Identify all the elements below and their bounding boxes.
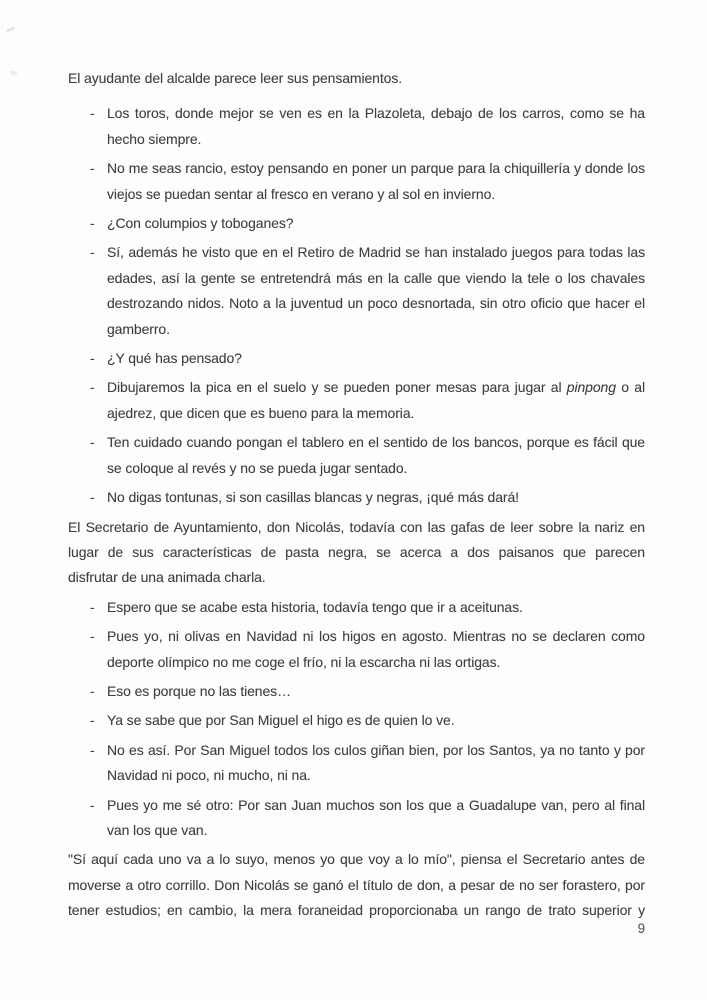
dash-marker: -	[90, 379, 95, 396]
text-line: edades, así la gente se entretendrá más en la calle que viendo la tele o los chavales	[107, 269, 645, 286]
paragraph	[68, 847, 645, 923]
dash-marker: -	[90, 682, 95, 699]
text-line: No me seas rancio, estoy pensando en poner un parque para la chiquillería y donde los	[107, 160, 645, 177]
text-line: viejos se puedan sentar al fresco en verano y al sol en invierno.	[107, 185, 496, 202]
dialogue-item	[68, 738, 645, 789]
paragraph	[68, 515, 645, 591]
text-line: El Secretario de Ayuntamiento, don Nicolás, todavía con las gafas de leer sobre la nariz en	[68, 518, 645, 535]
dialogue-item	[68, 708, 645, 733]
dialogue-item	[68, 430, 645, 481]
dialogue-item	[68, 485, 645, 510]
dialogue-item	[68, 240, 645, 342]
text-line: Pues yo, ni olivas en Navidad ni los higos en agosto. Mientras no se declaren como	[107, 628, 645, 645]
dash-marker: -	[90, 244, 95, 261]
dialogue-item	[68, 595, 645, 620]
text-line: ¿Y qué has pensado?	[107, 350, 242, 367]
text-line: No es así. Por San Miguel todos los culos giñan bien, por los Santos, ya no tanto y por	[107, 741, 645, 758]
dash-marker: -	[90, 350, 95, 367]
page-content	[68, 66, 645, 928]
text-line: ¿Con columpios y toboganes?	[107, 215, 294, 232]
dialogue-item	[68, 375, 645, 426]
text-line: gamberro.	[107, 320, 170, 337]
dash-marker: -	[90, 712, 95, 729]
text-line: se coloque al revés y no se pueda jugar sentado.	[107, 459, 408, 476]
scan-artifact	[6, 26, 15, 33]
paragraph	[68, 66, 645, 91]
text-line: ajedrez, que dicen que es bueno para la memoria.	[107, 404, 415, 421]
text-line: Eso es porque no las tienes…	[107, 682, 291, 699]
dialogue-item	[68, 101, 645, 152]
dash-marker: -	[90, 628, 95, 645]
text-line: El ayudante del alcalde parece leer sus pensamientos.	[68, 70, 403, 86]
text-line: Navidad ni poco, ni mucho, ni na.	[107, 767, 311, 784]
text-line: Sí, además he visto que en el Retiro de Madrid se han instalado juegos para todas las	[107, 244, 645, 261]
text-segment: o al	[615, 379, 645, 396]
text-line: No digas tontunas, si son casillas blancas y negras, ¡qué más dará!	[107, 489, 519, 506]
dialogue-item	[68, 211, 645, 236]
text-line: Ya se sabe que por San Miguel el higo es de quien lo ve.	[107, 712, 455, 729]
text-line: hecho siempre.	[107, 130, 202, 147]
dash-marker: -	[90, 489, 95, 506]
dash-marker: -	[90, 105, 95, 122]
dash-marker: -	[90, 741, 95, 758]
text-line: deporte olímpico no me coge el frío, ni la escarcha ni las ortigas.	[107, 653, 501, 670]
dialogue-item	[68, 156, 645, 207]
text-line: lugar de sus características de pasta negra, se acerca a dos paisanos que parecen	[68, 543, 645, 560]
text-line: destrozando nidos. Noto a la juventud un poco desnortada, sin otro oficio que hacer el	[107, 295, 645, 312]
text-line: Ten cuidado cuando pongan el tablero en el sentido de los bancos, porque es fácil que	[107, 434, 645, 451]
page-number: 9	[637, 921, 645, 936]
scan-artifact	[10, 70, 18, 75]
text-line	[107, 375, 645, 400]
dash-marker: -	[90, 215, 95, 232]
text-line: moverse a otro corrillo. Don Nicolás se ganó el título de don, a pesar de no ser forastero, por	[68, 876, 645, 893]
text-line: Pues yo me sé otro: Por san Juan muchos son los que a Guadalupe van, pero al final	[107, 796, 645, 813]
text-line: "Sí aquí cada uno va a lo suyo, menos yo que voy a lo mío", piensa el Secretario antes de	[68, 851, 645, 868]
text-line: tener estudios; en cambio, la mera foraneidad proporcionaba un rango de trato superior y	[68, 902, 645, 919]
dialogue-item	[68, 624, 645, 675]
italic-text: pinpong	[566, 379, 616, 396]
dialogue-item	[68, 679, 645, 704]
dash-marker: -	[90, 434, 95, 451]
text-segment: Dibujaremos la pica en el suelo y se pueden poner mesas para jugar al	[107, 379, 567, 396]
text-line: disfrutar de una animada charla.	[68, 569, 266, 586]
dialogue-item	[68, 793, 645, 844]
dash-marker: -	[90, 598, 95, 615]
text-line: Los toros, donde mejor se ven es en la Plazoleta, debajo de los carros, como se ha	[107, 105, 645, 122]
dash-marker: -	[90, 796, 95, 813]
text-line: van los que van.	[107, 821, 208, 838]
dialogue-item	[68, 346, 645, 371]
dash-marker: -	[90, 160, 95, 177]
text-line: Espero que se acabe esta historia, todavía tengo que ir a aceitunas.	[107, 598, 523, 615]
